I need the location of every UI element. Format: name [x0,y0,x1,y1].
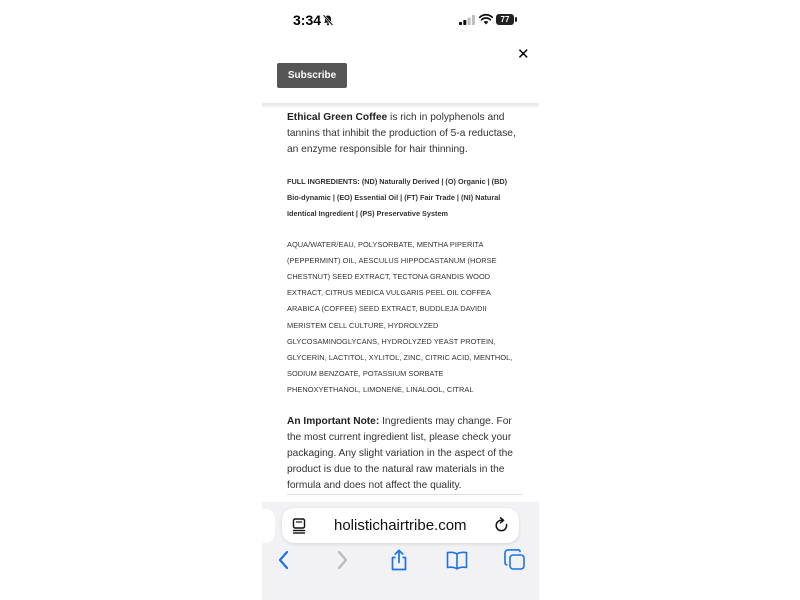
close-button[interactable]: ✕ [517,46,530,63]
note-bold-text: An Important Note: [287,415,380,427]
previous-tab-peek[interactable] [262,509,275,543]
header-divider [262,103,539,106]
intro-paragraph [287,110,519,158]
full-ingredients-legend: FULL INGREDIENTS: (ND) Naturally Derived | (O) Organic | (BD) Bio-dynamic | (EO) Essential Oil | (FT) Fair Trade | (NI) Natural Identical Ingredient | (PS) Preservative System [287,177,508,219]
page-menu-icon[interactable] [292,518,306,534]
share-icon[interactable] [388,549,410,571]
ingredients-list: AQUA/WATER/EAU, POLYSORBATE, MENTHA PIPERITA (PEPPERMINT) OIL, AESCULUS HIPPOCASTANUM (HORSE CHESTNUT) SEED EXTRACT, TECTONA GRANDIS WOOD EXTRACT, CITRUS MEDICA VULGARIS PEEL OIL COFFEA ARABICA (COFFEE) SEED EXTRACT, BUDDLEJA DAVIDII MERISTEM CELL CULTURE, HYDROLYZED GLYCOSAMINOGLYCANS, HYDROLYZED YEAST PROTEIN, GLYCERIN, LACTITOL, XYLITOL, ZINC, CITRIC ACID, MENTHOL, SODIUM BENZOATE, POTASSIUM SORBATE PHENOXYETHANOL, LIMONENE, LINALOOL, CITRAL [287,239,513,395]
back-chevron-icon[interactable] [273,549,295,571]
phone-screen [262,0,539,600]
battery-tip [515,17,517,22]
intro-text: is rich in polyphenols and tannins that inhibit the production of 5-a reductase, an enzyme responsible for hair thinning. [287,112,516,155]
intro-bold-text: Ethical Green Coffee [287,112,388,123]
battery-indicator: 77 [496,14,514,25]
book-icon[interactable] [446,549,468,571]
subscribe-button[interactable]: Subscribe [277,63,347,88]
url-text[interactable]: holistichairtribe.com [334,517,467,534]
status-time: 3:34 [293,12,322,28]
wifi-icon [479,13,493,25]
note-text: Ingredients may change. For the most current ingredient list, please check your packaging. Any slight variation in the aspect of the product is due to the natural raw materials in the formula and does not affect the quality. [287,415,513,491]
tabs-icon[interactable] [504,549,526,571]
cellular-signal-icon [459,15,475,25]
bell-slash-icon [322,14,334,26]
address-bar[interactable] [282,508,519,543]
browser-toolbar [262,502,539,600]
important-note-paragraph [287,414,519,494]
product-description [287,110,519,494]
content-divider [287,494,522,495]
forward-chevron-icon[interactable] [331,549,353,571]
reload-icon[interactable] [494,517,510,534]
